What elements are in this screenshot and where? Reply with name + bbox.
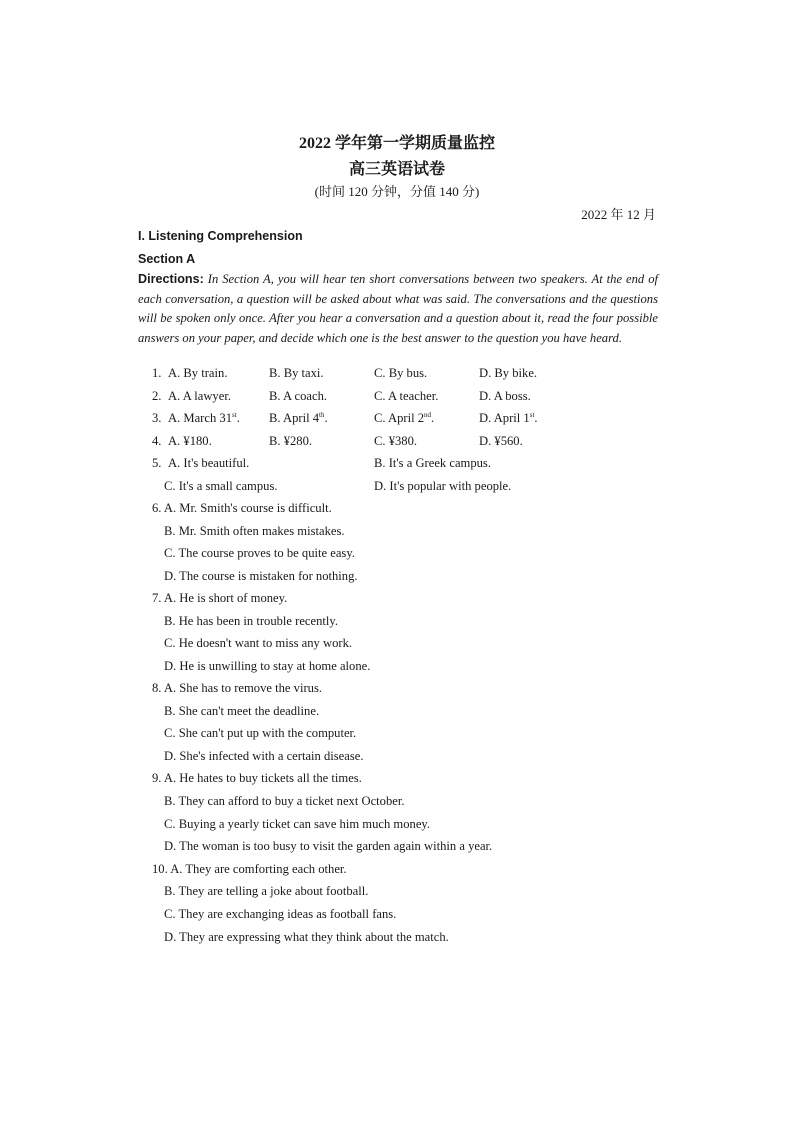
option-b: B. By taxi. <box>269 366 324 380</box>
question-1 <box>0 366 794 388</box>
option-d: D. It's popular with people. <box>374 479 512 493</box>
option-a-period: . <box>236 411 240 425</box>
question-10-option-b: B. They are telling a joke about football. <box>164 884 369 898</box>
question-8-option-a: 8. A. She has to remove the virus. <box>152 681 322 695</box>
option-a-text: A. March 31 <box>168 411 233 425</box>
directions-label: Directions: <box>138 272 204 286</box>
option-c: C. ¥380. <box>374 434 418 448</box>
question-number: 1. <box>152 366 162 380</box>
question-5-row-2 <box>0 479 794 501</box>
option-a-suffix: st <box>232 410 237 419</box>
option-c <box>374 411 434 426</box>
question-number: 4. <box>152 434 162 448</box>
question-6-option-d: D. The course is mistaken for nothing. <box>164 569 358 583</box>
question-9-option-c: C. Buying a yearly ticket can save him much money. <box>164 817 431 831</box>
option-a <box>168 411 240 426</box>
exam-time-score: (时间 120 分钟，分值 140 分) <box>314 184 480 199</box>
question-7-option-c: C. He doesn't want to miss any work. <box>164 636 353 650</box>
question-6-option-b: B. Mr. Smith often makes mistakes. <box>164 524 345 538</box>
option-c: C. It's a small campus. <box>164 479 278 493</box>
option-c-text: C. April 2 <box>374 411 425 425</box>
question-6-option-a: 6. A. Mr. Smith's course is difficult. <box>152 501 332 515</box>
option-a: A. A lawyer. <box>168 389 231 403</box>
question-number: 5. <box>152 456 162 470</box>
option-b-period: . <box>324 411 328 425</box>
option-d: D. ¥560. <box>479 434 523 448</box>
option-c: C. A teacher. <box>374 389 439 403</box>
question-7-option-a: 7. A. He is short of money. <box>152 591 288 605</box>
question-2 <box>0 389 794 411</box>
question-6-option-c: C. The course proves to be quite easy. <box>164 546 355 560</box>
question-3 <box>0 411 794 433</box>
option-d: D. By bike. <box>479 366 538 380</box>
exam-title: 2022 学年第一学期质量监控 <box>298 135 495 152</box>
question-9-option-d: D. The woman is too busy to visit the garden again within a year. <box>164 839 493 853</box>
option-d-period: . <box>534 411 538 425</box>
question-number: 2. <box>152 389 162 403</box>
option-b <box>269 411 328 426</box>
question-8-option-d: D. She's infected with a certain disease. <box>164 749 364 763</box>
question-10-option-c: C. They are exchanging ideas as football fans. <box>164 907 397 921</box>
option-b-suffix: th <box>319 410 325 419</box>
question-9-option-b: B. They can afford to buy a ticket next October. <box>164 794 405 808</box>
question-9-option-a: 9. A. He hates to buy tickets all the times. <box>152 771 362 785</box>
part-heading: I. Listening Comprehension <box>138 229 303 243</box>
option-a: A. It's beautiful. <box>168 456 250 470</box>
option-d-text: D. April 1 <box>479 411 530 425</box>
option-d <box>479 411 538 426</box>
question-7-option-d: D. He is unwilling to stay at home alone. <box>164 659 371 673</box>
question-7-option-b: B. He has been in trouble recently. <box>164 614 339 628</box>
directions <box>138 270 658 348</box>
exam-date: 2022 年 12 月 <box>581 207 656 222</box>
question-8-option-b: B. She can't meet the deadline. <box>164 704 320 718</box>
option-c-period: . <box>431 411 435 425</box>
question-4 <box>0 434 794 456</box>
directions-text: In Section A, you will hear ten short conversations between two speakers. At the end of each conversation, a question will be asked about what was said. The conversations and the questions will be spoken only once. After you hear a conversation and a question about it, read the four possible answers on your paper, and decide which one is the best answer to the question you have heard. <box>138 272 658 345</box>
exam-subject-title: 高三英语试卷 <box>348 161 445 178</box>
option-a: A. ¥180. <box>168 434 212 448</box>
option-c: C. By bus. <box>374 366 428 380</box>
option-b: B. ¥280. <box>269 434 313 448</box>
option-d: D. A boss. <box>479 389 531 403</box>
question-number: 3. <box>152 411 162 425</box>
option-b: B. A coach. <box>269 389 328 403</box>
section-heading: Section A <box>138 252 196 266</box>
option-d-suffix: st <box>529 410 535 419</box>
option-b-text: B. April 4 <box>269 411 320 425</box>
question-10-option-a: 10. A. They are comforting each other. <box>152 862 347 876</box>
option-b: B. It's a Greek campus. <box>374 456 491 470</box>
question-10-option-d: D. They are expressing what they think about the match. <box>164 930 449 944</box>
question-5-row-1 <box>0 456 794 478</box>
option-c-suffix: nd <box>424 410 432 419</box>
question-8-option-c: C. She can't put up with the computer. <box>164 726 357 740</box>
option-a: A. By train. <box>168 366 228 380</box>
